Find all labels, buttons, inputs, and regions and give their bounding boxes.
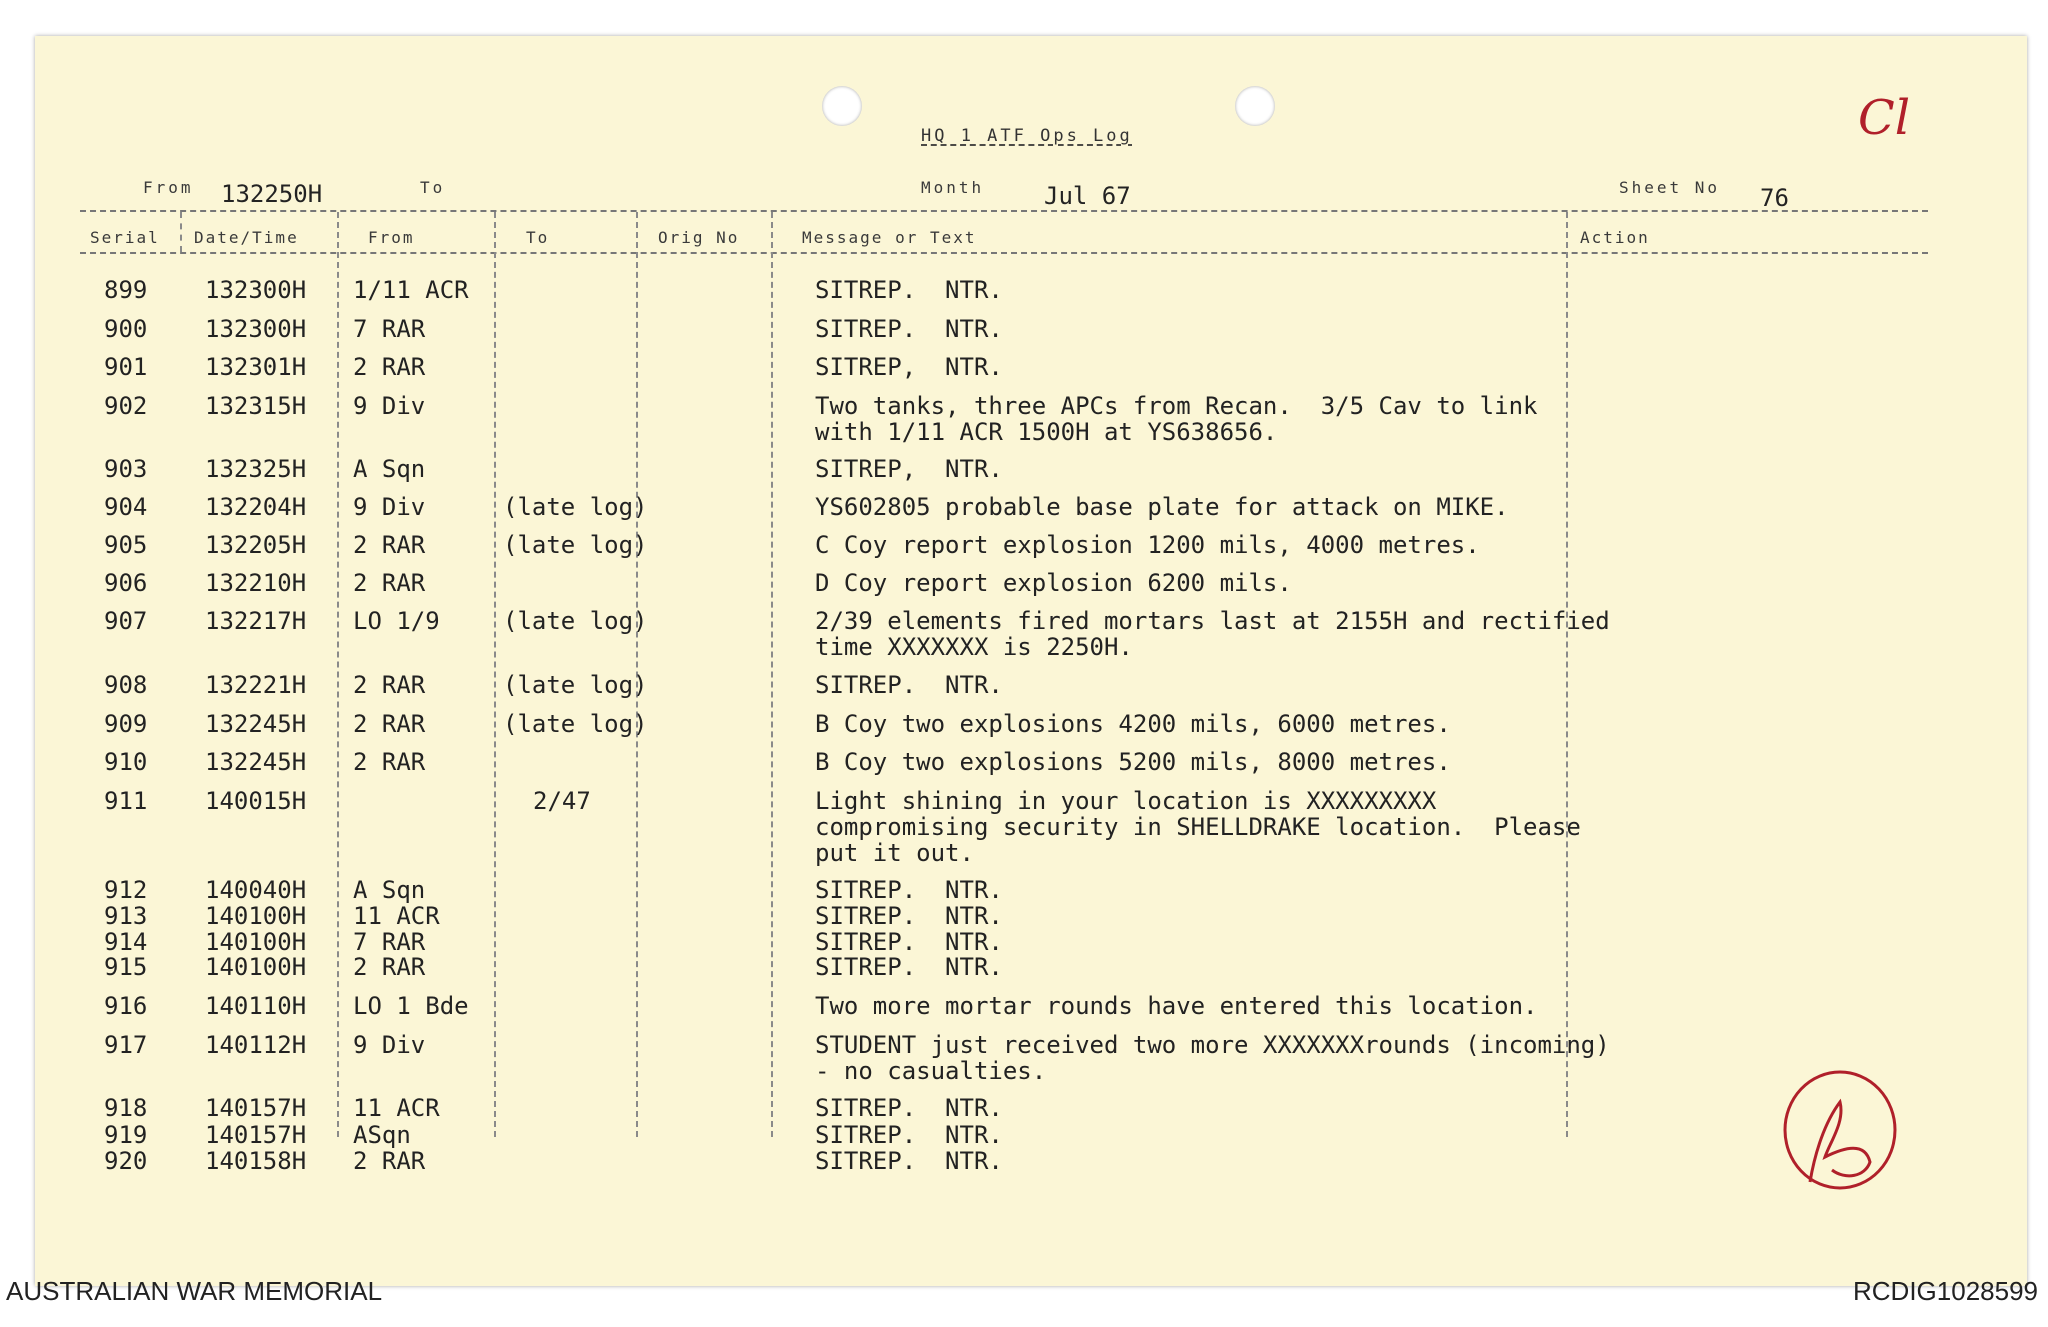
- entry-from: 2 RAR: [353, 569, 426, 597]
- month-value: Jul 67: [1044, 182, 1131, 210]
- entry-message: Light shining in your location is XXXXXXXXX compromising security in SHELLDRAKE location. Please put it out.: [815, 787, 1581, 867]
- entry-message: B Coy two explosions 4200 mils, 6000 metres.: [815, 710, 1451, 738]
- col-header-message: Message or Text: [802, 228, 977, 247]
- from-label: From: [143, 178, 194, 197]
- entry-serial: 912: [104, 876, 148, 904]
- entry-serial: 915: [104, 953, 148, 981]
- entry-from: A Sqn: [353, 876, 426, 904]
- entry-message: SITREP. NTR.: [815, 902, 1003, 930]
- entry-from: 2 RAR: [353, 953, 426, 981]
- col-sep-1: [180, 212, 182, 252]
- entry-message: SITREP. NTR.: [815, 1121, 1003, 1149]
- log-title: HQ 1 ATF Ops Log: [921, 126, 1133, 146]
- entry-from: 1/11 ACR: [353, 276, 469, 304]
- entry-datetime: 132301H: [205, 353, 307, 381]
- entry-to: (late log): [503, 710, 648, 738]
- entry-datetime: 140157H: [205, 1121, 307, 1149]
- entry-message: SITREP. NTR.: [815, 671, 1003, 699]
- header-bottom-rule: [80, 252, 1928, 254]
- entry-datetime: 140157H: [205, 1094, 307, 1122]
- entry-from: 2 RAR: [353, 531, 426, 559]
- col-header-from: From: [368, 228, 415, 247]
- entry-message: SITREP, NTR.: [815, 353, 1003, 381]
- entry-serial: 916: [104, 992, 148, 1020]
- to-label: To: [420, 178, 446, 197]
- month-label: Month: [921, 178, 985, 197]
- entry-datetime: 140112H: [205, 1031, 307, 1059]
- entry-datetime: 132300H: [205, 276, 307, 304]
- col-header-orig-no: Orig No: [658, 228, 740, 247]
- entry-message: C Coy report explosion 1200 mils, 4000 metres.: [815, 531, 1480, 559]
- entry-from: 11 ACR: [353, 1094, 440, 1122]
- entry-serial: 905: [104, 531, 148, 559]
- col-header-action: Action: [1580, 228, 1650, 247]
- entry-from: LO 1/9: [353, 607, 440, 635]
- entry-message: Two tanks, three APCs from Recan. 3/5 Cav to link with 1/11 ACR 1500H at YS638656.: [815, 392, 1538, 446]
- entry-serial: 901: [104, 353, 148, 381]
- entry-message: SITREP, NTR.: [815, 455, 1003, 483]
- entry-datetime: 132204H: [205, 493, 307, 521]
- entry-datetime: 132210H: [205, 569, 307, 597]
- entry-orig-no: 2/47: [533, 787, 591, 815]
- entry-message: SITREP. NTR.: [815, 1094, 1003, 1122]
- entry-to: (late log): [503, 607, 648, 635]
- entry-datetime: 132315H: [205, 392, 307, 420]
- col-header-to: To: [526, 228, 550, 247]
- col-sep-3: [494, 212, 496, 1137]
- entry-serial: 913: [104, 902, 148, 930]
- entry-datetime: 140040H: [205, 876, 307, 904]
- entry-message: Two more mortar rounds have entered this location.: [815, 992, 1538, 1020]
- entry-datetime: 132217H: [205, 607, 307, 635]
- footer-source: AUSTRALIAN WAR MEMORIAL: [6, 1276, 383, 1306]
- initials-stamp: [1770, 1062, 1910, 1202]
- entry-serial: 918: [104, 1094, 148, 1122]
- entry-message: YS602805 probable base plate for attack on MIKE.: [815, 493, 1509, 521]
- entry-message: 2/39 elements fired mortars last at 2155H and rectified time XXXXXXX is 2250H.: [815, 607, 1610, 661]
- entry-serial: 909: [104, 710, 148, 738]
- entry-serial: 903: [104, 455, 148, 483]
- entry-datetime: 132245H: [205, 710, 307, 738]
- col-sep-5: [771, 212, 773, 1137]
- header-top-rule: [80, 210, 1928, 212]
- entry-serial: 899: [104, 276, 148, 304]
- sheet-no-label: Sheet No: [1619, 178, 1721, 197]
- entry-datetime: 140100H: [205, 953, 307, 981]
- entry-serial: 908: [104, 671, 148, 699]
- entry-datetime: 132325H: [205, 455, 307, 483]
- entry-serial: 906: [104, 569, 148, 597]
- entry-from: 9 Div: [353, 392, 426, 420]
- col-sep-2: [337, 212, 339, 1137]
- entry-message: D Coy report explosion 6200 mils.: [815, 569, 1292, 597]
- entry-message: SITREP. NTR.: [815, 953, 1003, 981]
- entry-datetime: 140158H: [205, 1147, 307, 1175]
- col-header-serial: Serial: [90, 228, 160, 247]
- entry-serial: 911: [104, 787, 148, 815]
- entry-from: 7 RAR: [353, 315, 426, 343]
- entry-to: (late log): [503, 531, 648, 559]
- from-value: 132250H: [221, 180, 323, 208]
- entry-from: 7 RAR: [353, 928, 426, 956]
- entry-from: 9 Div: [353, 493, 426, 521]
- entry-from: 2 RAR: [353, 710, 426, 738]
- entry-from: 2 RAR: [353, 353, 426, 381]
- entry-datetime: 140015H: [205, 787, 307, 815]
- entry-datetime: 132221H: [205, 671, 307, 699]
- entry-from: 9 Div: [353, 1031, 426, 1059]
- entry-to: (late log): [503, 493, 648, 521]
- entry-datetime: 140100H: [205, 928, 307, 956]
- entry-serial: 914: [104, 928, 148, 956]
- entry-from: A Sqn: [353, 455, 426, 483]
- entry-from: ASqn: [353, 1121, 411, 1149]
- entry-from: 2 RAR: [353, 1147, 426, 1175]
- entry-serial: 900: [104, 315, 148, 343]
- entry-from: 2 RAR: [353, 671, 426, 699]
- footer-id: RCDIG1028599: [1853, 1276, 2038, 1306]
- entry-message: SITREP. NTR.: [815, 928, 1003, 956]
- entry-datetime: 132300H: [205, 315, 307, 343]
- entry-message: SITREP. NTR.: [815, 315, 1003, 343]
- entry-serial: 919: [104, 1121, 148, 1149]
- punch-hole-right: [1235, 86, 1275, 126]
- entry-serial: 917: [104, 1031, 148, 1059]
- entry-serial: 907: [104, 607, 148, 635]
- sheet-no-value: 76: [1760, 184, 1789, 212]
- handwritten-annotation: Cl: [1858, 90, 1911, 146]
- entry-datetime: 140110H: [205, 992, 307, 1020]
- entry-from: 11 ACR: [353, 902, 440, 930]
- entry-datetime: 132205H: [205, 531, 307, 559]
- entry-message: SITREP. NTR.: [815, 876, 1003, 904]
- entry-serial: 920: [104, 1147, 148, 1175]
- col-header-datetime: Date/Time: [194, 228, 299, 247]
- entry-datetime: 140100H: [205, 902, 307, 930]
- log-sheet: [35, 36, 2027, 1286]
- punch-hole-left: [822, 86, 862, 126]
- col-sep-6: [1566, 212, 1568, 1137]
- entry-message: B Coy two explosions 5200 mils, 8000 metres.: [815, 748, 1451, 776]
- entry-message: STUDENT just received two more XXXXXXXrounds (incoming) - no casualties.: [815, 1031, 1610, 1085]
- entry-serial: 904: [104, 493, 148, 521]
- entry-datetime: 132245H: [205, 748, 307, 776]
- entry-serial: 902: [104, 392, 148, 420]
- entry-to: (late log): [503, 671, 648, 699]
- entry-from: LO 1 Bde: [353, 992, 469, 1020]
- entry-serial: 910: [104, 748, 148, 776]
- entry-message: SITREP. NTR.: [815, 1147, 1003, 1175]
- entry-from: 2 RAR: [353, 748, 426, 776]
- entry-message: SITREP. NTR.: [815, 276, 1003, 304]
